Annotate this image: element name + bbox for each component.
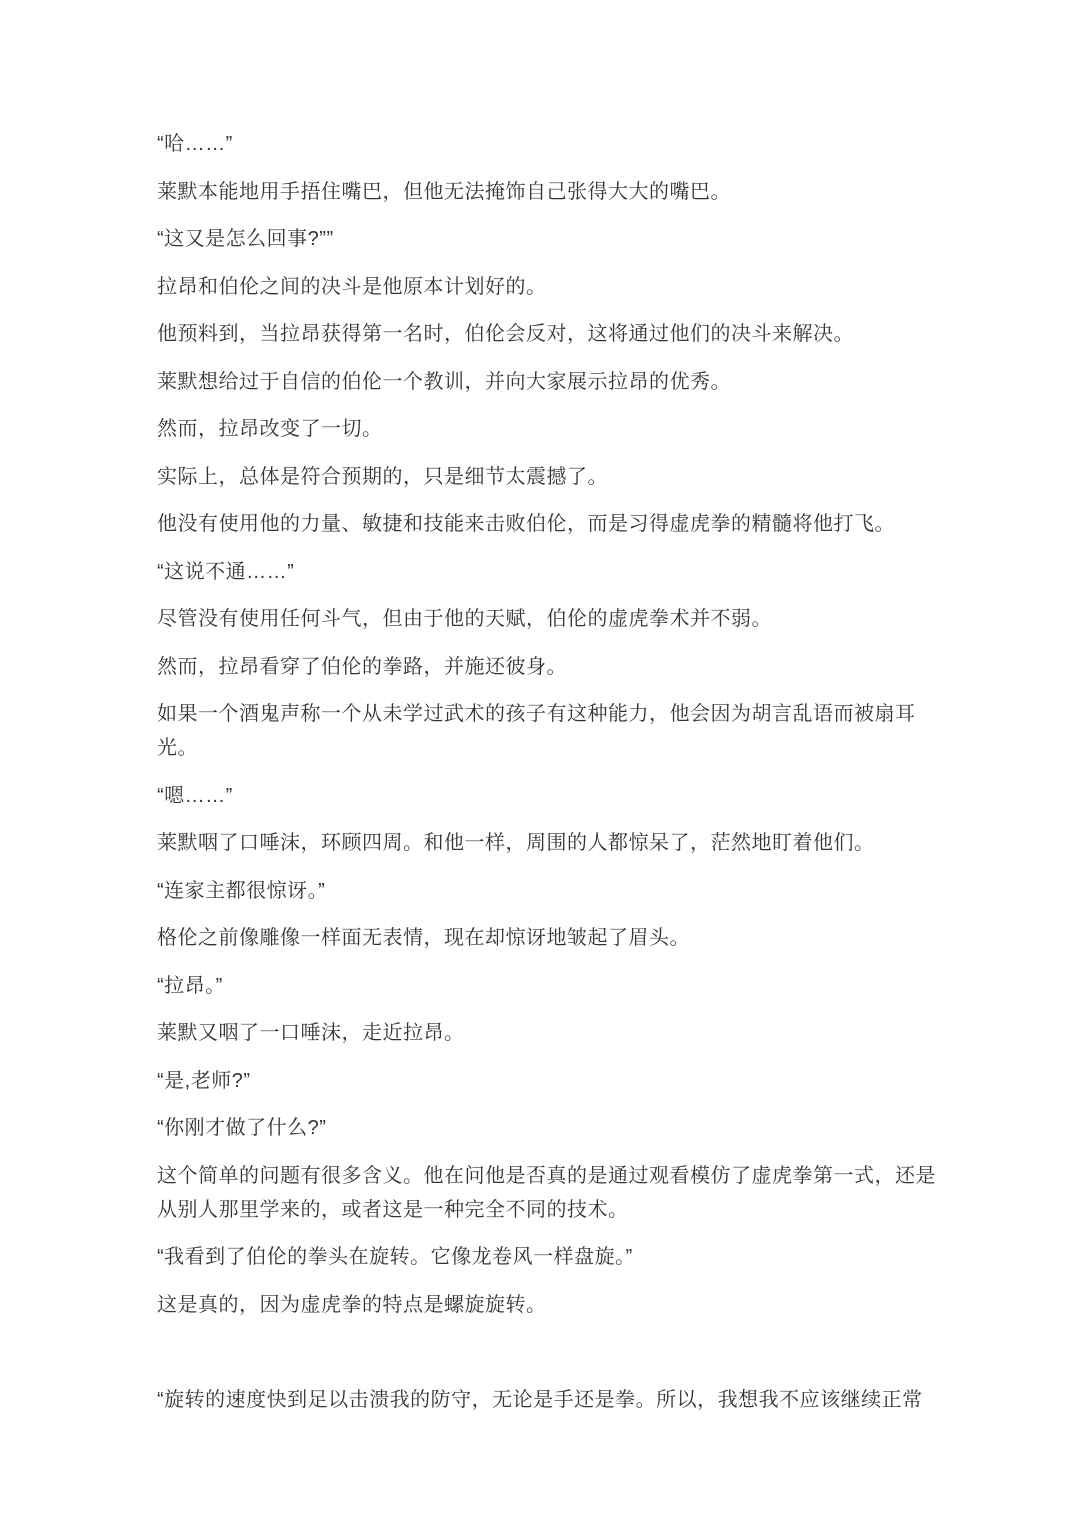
narration-paragraph: 他预料到，当拉昂获得第一名时，伯伦会反对，这将通过他们的决斗来解决。 (157, 323, 854, 345)
narration-paragraph: 莱默本能地用手捂住嘴巴，但他无法掩饰自己张得大大的嘴巴。 (157, 180, 731, 203)
narration-paragraph: 这是真的，因为虚虎拳的特点是螺旋旋转。 (157, 1293, 547, 1316)
dialogue-line: “嗯……” (157, 784, 233, 807)
blank-line (157, 1335, 944, 1369)
narration-paragraph: 然而，拉昂看穿了伯伦的拳路，并施还彼身。 (157, 655, 567, 678)
narration-paragraph: 尽管没有使用任何斗气，但由于他的天赋，伯伦的虚虎拳术并不弱。 (157, 608, 772, 630)
dialogue-line: “我看到了伯伦的拳头在旋转。它像龙卷风一样盘旋。” (157, 1246, 633, 1268)
dialogue-line: “这又是怎么回事?”” (157, 228, 334, 250)
narration-paragraph: 然而，拉昂改变了一切。 (157, 418, 383, 440)
dialogue-line: “这说不通……” (157, 560, 295, 583)
narration-paragraph: 实际上，总体是符合预期的，只是细节太震撼了。 (157, 465, 608, 488)
dialogue-line: “是,老师?” (157, 1069, 251, 1092)
narration-paragraph: 他没有使用他的力量、敏捷和技能来击败伯伦，而是习得虚虎拳的精髓将他打飞。 (157, 513, 895, 535)
dialogue-line: “拉昂。” (157, 974, 223, 997)
narration-paragraph: 拉昂和伯伦之间的决斗是他原本计划好的。 (157, 275, 547, 298)
narration-paragraph: 如果一个酒鬼声称一个从未学过武术的孩子有这种能力，他会因为胡言乱语而被扇耳光。 (157, 703, 916, 759)
dialogue-line: “哈……” (157, 133, 233, 155)
narration-paragraph: 格伦之前像雕像一样面无表情，现在却惊讶地皱起了眉头。 (157, 927, 690, 949)
narration-paragraph: 莱默咽了口唾沫，环顾四周。和他一样，周围的人都惊呆了，茫然地盯着他们。 (157, 832, 875, 854)
dialogue-line: “你刚才做了什么?” (157, 1117, 327, 1139)
dialogue-line: “旋转的速度快到足以击溃我的防守，无论是手还是拳。所以，我想我不应该继续正常 (157, 1388, 923, 1411)
narration-paragraph: 莱默又咽了一口唾沫，走近拉昂。 (157, 1022, 465, 1044)
narration-paragraph: 莱默想给过于自信的伯伦一个教训，并向大家展示拉昂的优秀。 (157, 370, 731, 393)
narration-paragraph: 这个简单的问题有很多含义。他在问他是否真的是通过观看模仿了虚虎拳第一式，还是从别人那里学来的，或者这是一种完全不同的技术。 (157, 1164, 936, 1221)
dialogue-line: “连家主都很惊讶。” (157, 879, 326, 902)
